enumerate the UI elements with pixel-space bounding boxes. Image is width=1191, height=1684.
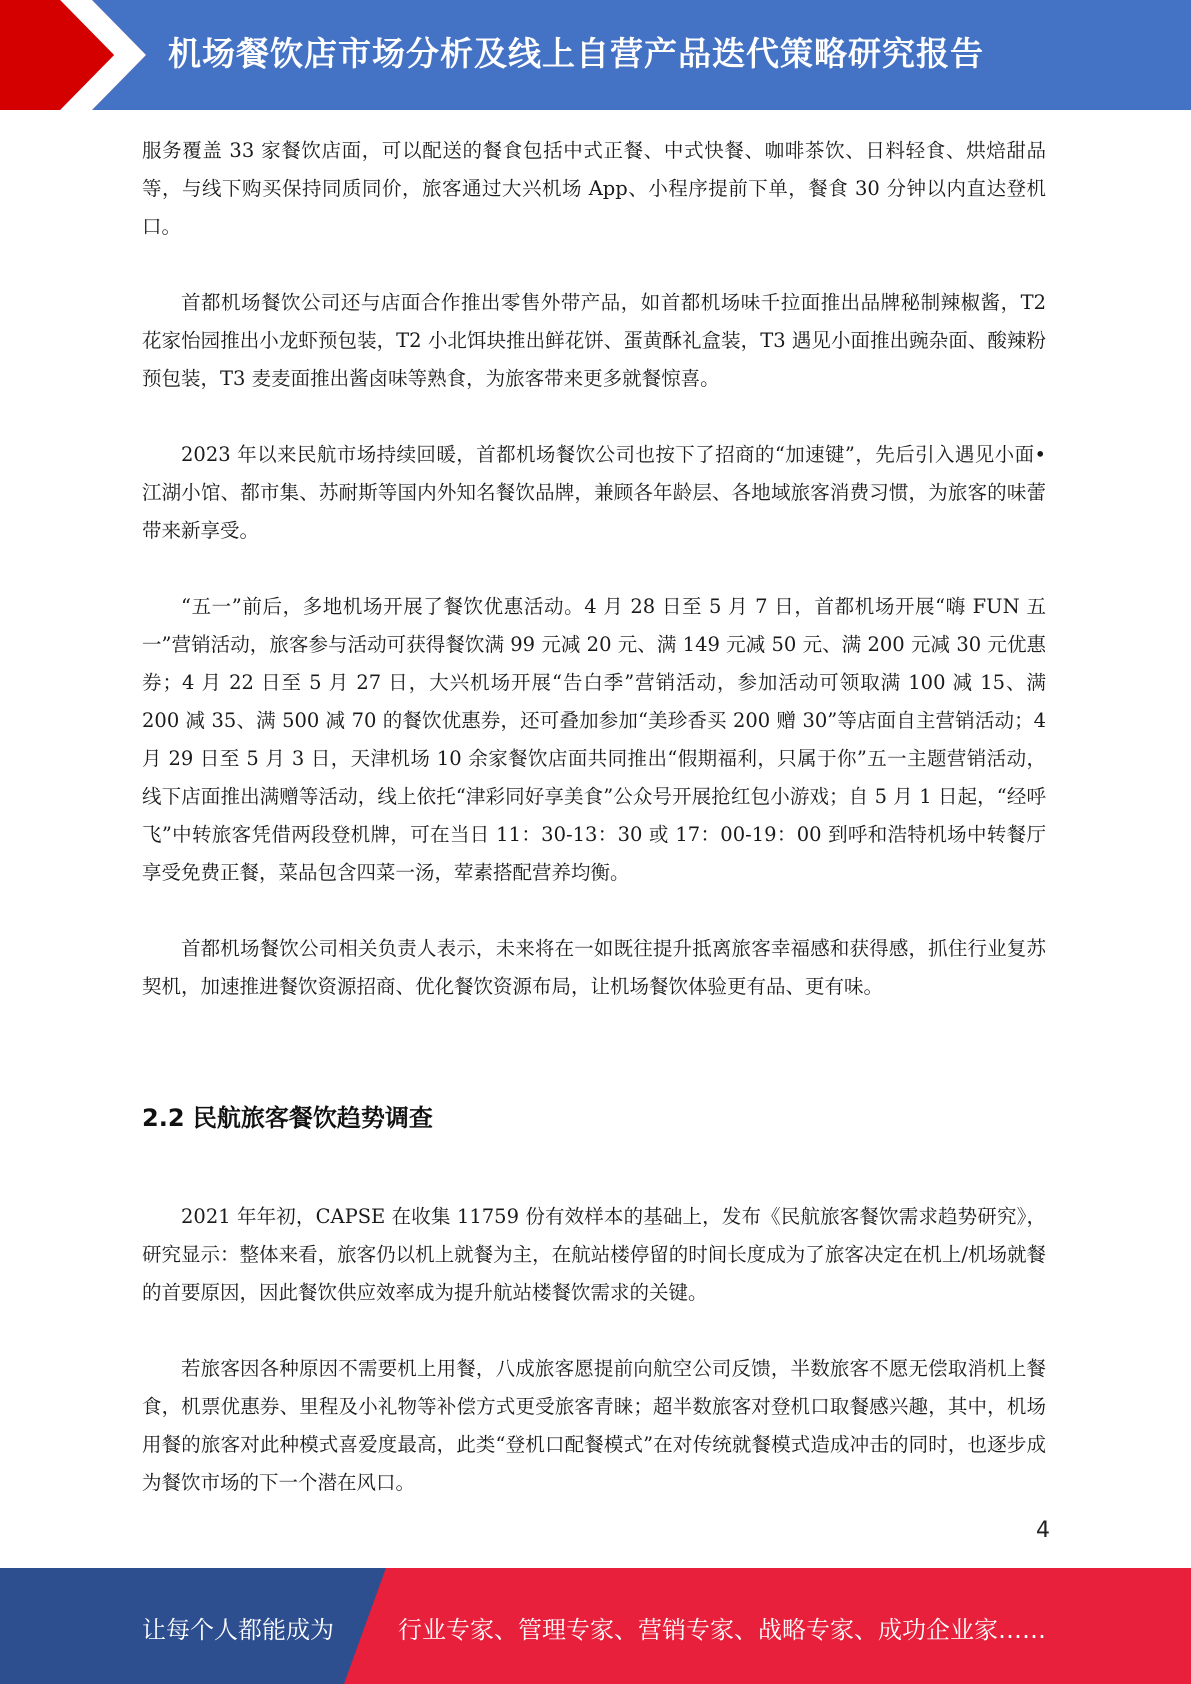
paragraph: 若旅客因各种原因不需要机上用餐，八成旅客愿提前向航空公司反馈，半数旅客不愿无偿取消机上餐食，机票优惠券、里程及小礼物等补偿方式更受旅客青睐；超半数旅客对登机口取餐感兴趣，其中，机场用餐的旅客对此种模式喜爱度最高，此类“登机口配餐模式”在对传统就餐模式造成冲击的同时，也逐步成为餐饮市场的下一个潜在风口。 (142, 1357, 1046, 1494)
paragraph: “五一”前后，多地机场开展了餐饮优惠活动。4 月 28 日至 5 月 7 日，首都机场开展“嗨 FUN 五一”营销活动，旅客参与活动可获得餐饮满 99 元减 20 元、满 149 元减 50 元、满 200 元减 30 元优惠券；4 月 22 日至 5 月 27 日，大兴机场开展“告白季”营销活动，参加活动可领取满 100 减 15、满 200 减 35、满 500 减 70 的餐饮优惠券，还可叠加参加“美珍香买 200 赠 30”等店面自主营销活动；4 月 29 日至 5 月 3 日，天津机场 10 余家餐饮店面共同推出“假期福利，只属于你”五一主题营销活动，线下店面推出满赠等活动，线上依托“津彩同好享美食”公众号开展抢红包小游戏；自 5 月 1 日起，“经呼飞”中转旅客凭借两段登机牌，可在当日 11：30-13：30 或 17：00-19：00 到呼和浩特机场中转餐厅享受免费正餐，菜品包含四菜一汤，荤素搭配营养均衡。 (142, 595, 1046, 884)
paragraph: 2023 年以来民航市场持续回暖，首都机场餐饮公司也按下了招商的“加速键”，先后引入遇见小面•江湖小馆、都市集、苏耐斯等国内外知名餐饮品牌，兼顾各年龄层、各地域旅客消费习惯，为旅客的味蕾带来新享受。 (142, 443, 1046, 542)
section-heading: 2.2 民航旅客餐饮趋势调查 (142, 1104, 433, 1132)
page-footer (0, 1568, 1191, 1684)
main-content (142, 132, 1046, 1502)
footer-slogan-right: 行业专家、管理专家、营销专家、战略专家、成功企业家…… (398, 1616, 1046, 1644)
paragraph-continued: 服务覆盖 33 家餐饮店面，可以配送的餐食包括中式正餐、中式快餐、咖啡茶饮、日料轻食、烘焙甜品等，与线下购买保持同质同价，旅客通过大兴机场 App、小程序提前下单，餐食 30 分钟以内直达登机口。 (142, 139, 1046, 238)
paragraph: 2021 年年初，CAPSE 在收集 11759 份有效样本的基础上，发布《民航旅客餐饮需求趋势研究》，研究显示：整体来看，旅客仍以机上就餐为主，在航站楼停留的时间长度成为了旅客决定在机上/机场就餐的首要原因，因此餐饮供应效率成为提升航站楼餐饮需求的关键。 (142, 1205, 1046, 1304)
page-number: 4 (1036, 1518, 1050, 1543)
page-header (0, 0, 1191, 110)
footer-slogan-left: 让每个人都能成为 (142, 1616, 334, 1644)
report-title: 机场餐饮店市场分析及线上自营产品迭代策略研究报告 (168, 34, 984, 73)
paragraph: 首都机场餐饮公司相关负责人表示，未来将在一如既往提升抵离旅客幸福感和获得感，抓住行业复苏契机，加速推进餐饮资源招商、优化餐饮资源布局，让机场餐饮体验更有品、更有味。 (142, 937, 1046, 998)
paragraph: 首都机场餐饮公司还与店面合作推出零售外带产品，如首都机场味千拉面推出品牌秘制辣椒酱，T2 花家怡园推出小龙虾预包装，T2 小北饵块推出鲜花饼、蛋黄酥礼盒装，T3 遇见小面推出豌杂面、酸辣粉预包装，T3 麦麦面推出酱卤味等熟食，为旅客带来更多就餐惊喜。 (142, 291, 1046, 390)
